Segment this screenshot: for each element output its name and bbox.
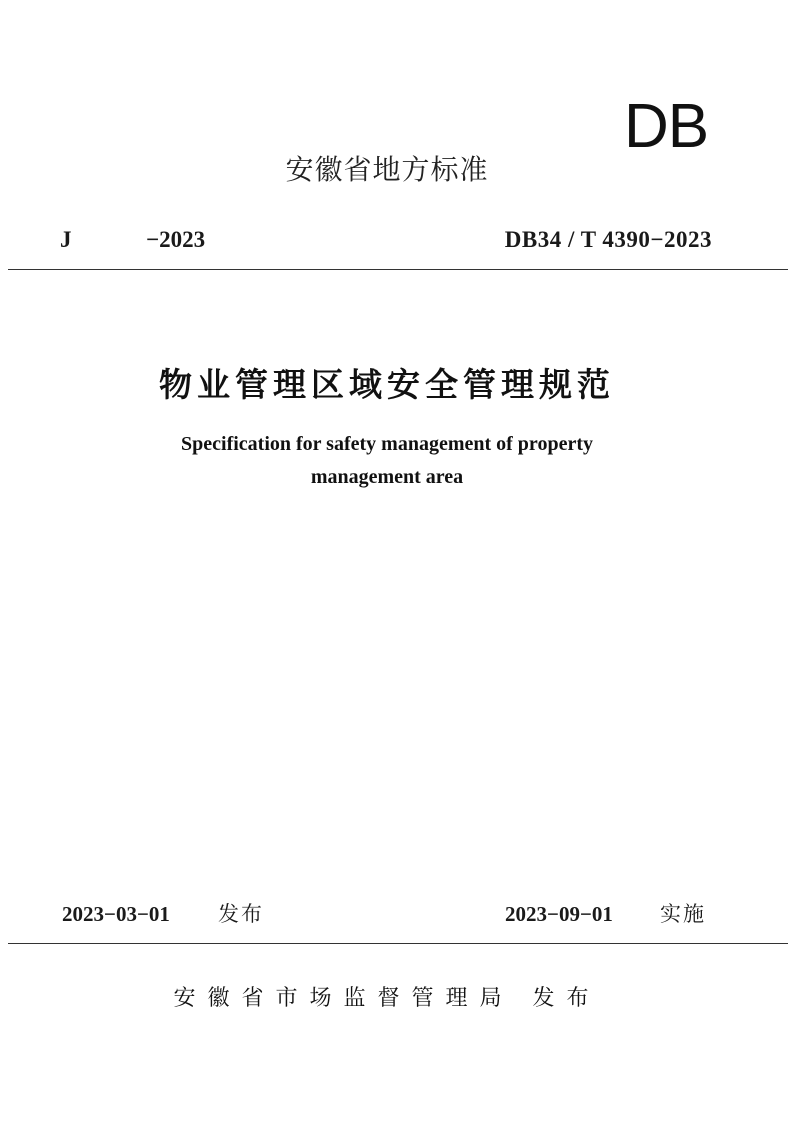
j-year-code: −2023 [146, 227, 206, 252]
top-divider [8, 269, 788, 270]
bottom-divider [8, 943, 788, 944]
implementation-label: 实施 [660, 902, 706, 926]
title-english-line-1: Specification for safety management of property [181, 433, 593, 455]
j-code: J [60, 227, 72, 252]
title-english [0, 428, 774, 494]
title-english-line-2: management area [310, 466, 464, 488]
implementation-date: 2023−09−01 [505, 902, 613, 926]
standard-type: 安徽省地方标准 [285, 153, 489, 186]
issue-date: 2023−03−01 [62, 902, 170, 926]
db-logo: DB [624, 92, 709, 161]
issue-label: 发布 [218, 902, 264, 926]
standard-number: DB34 / T 4390−2023 [504, 227, 712, 252]
issuing-authority: 安徽省市场监督管理局 发布 [173, 986, 601, 1011]
title-chinese: 物业管理区域安全管理规范 [159, 365, 615, 404]
